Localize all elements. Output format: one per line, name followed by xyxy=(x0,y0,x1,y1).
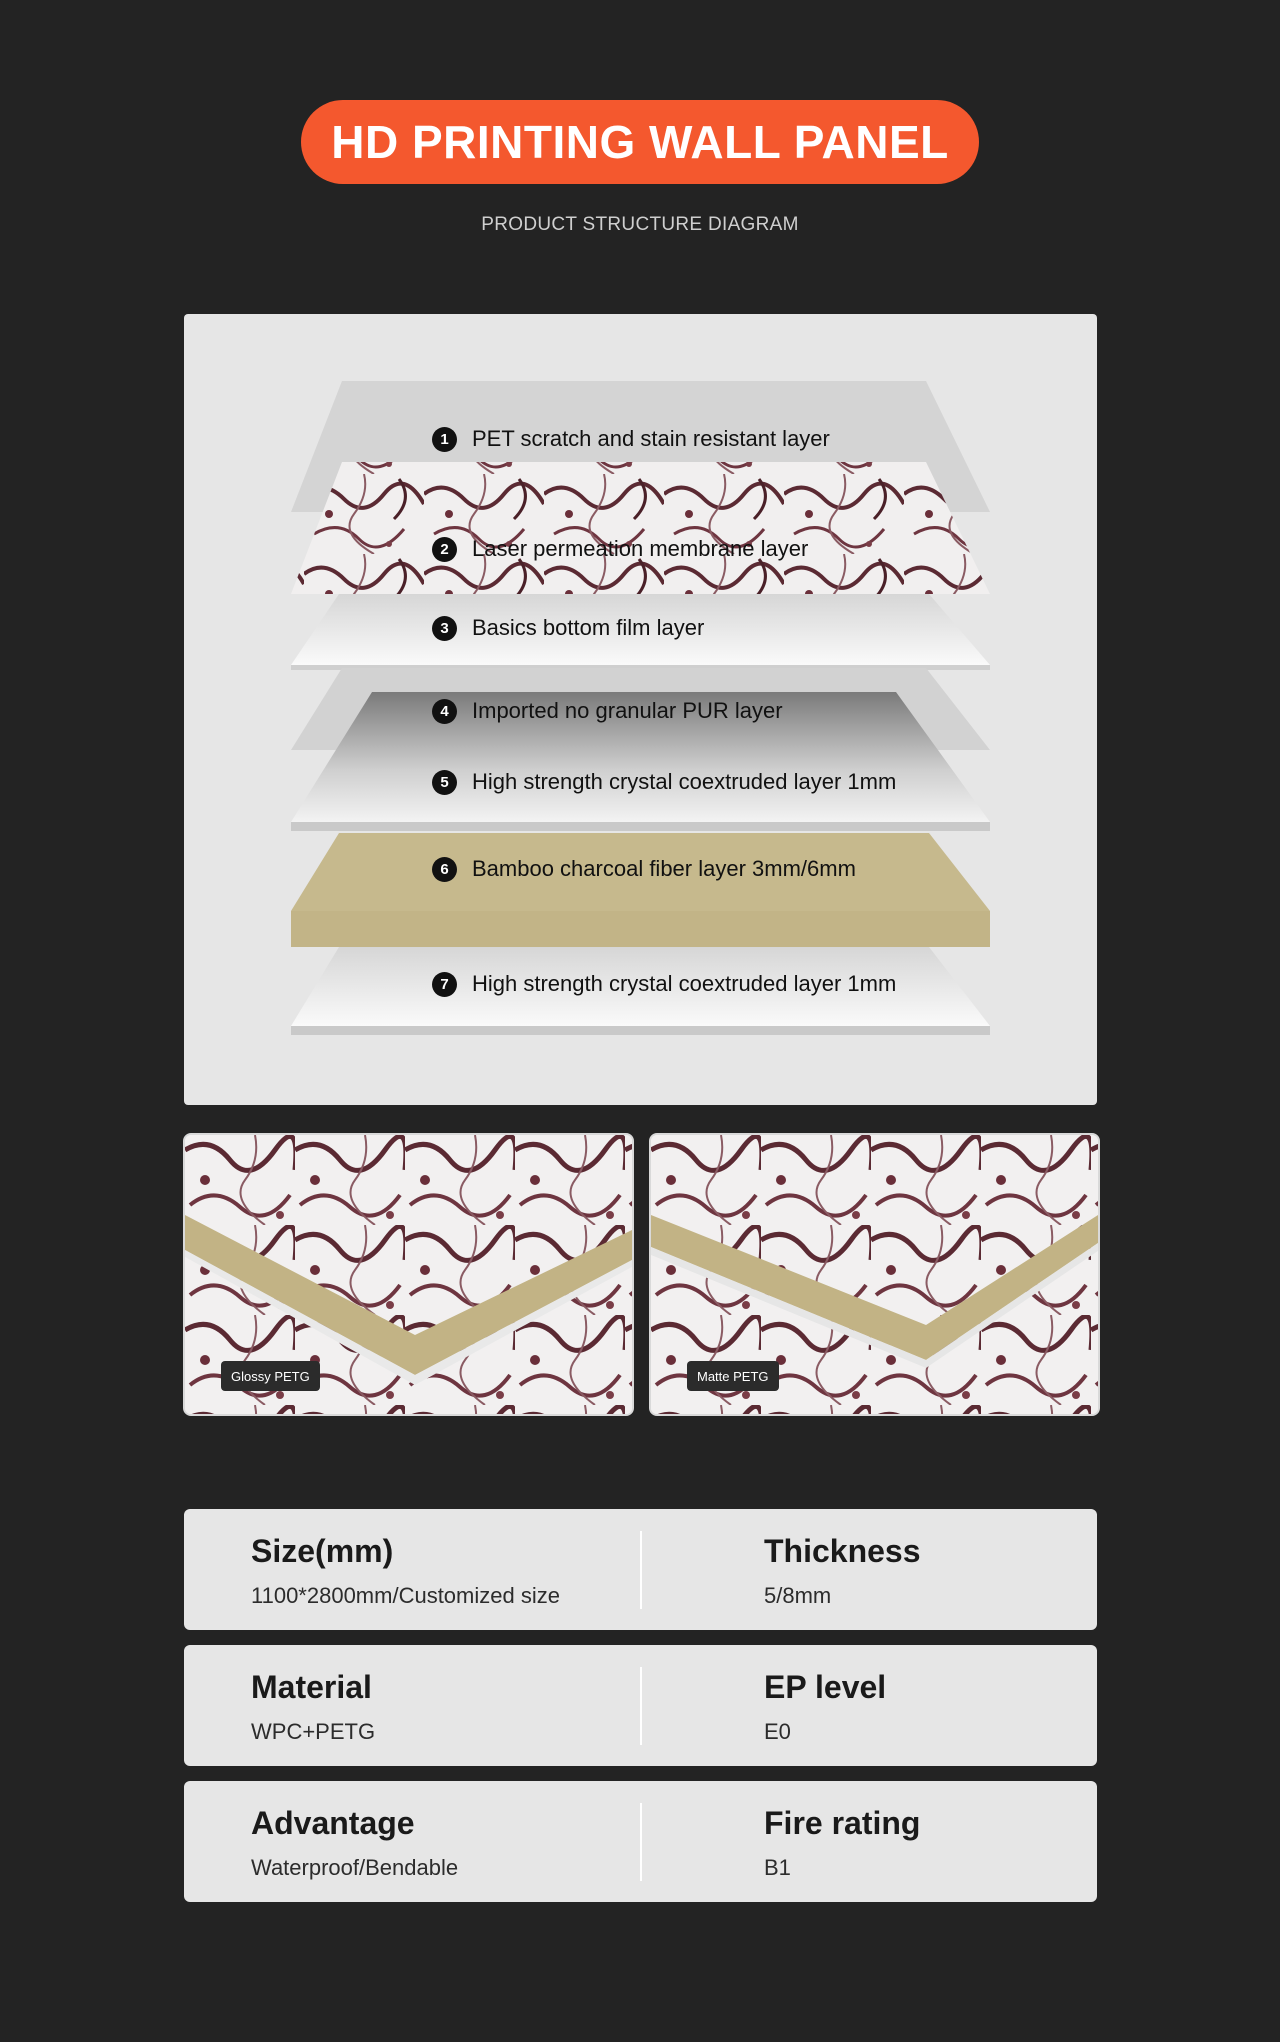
spec-material xyxy=(251,1667,375,1745)
spec-divider xyxy=(640,1667,642,1745)
layer-number-badge: 2 xyxy=(432,537,457,562)
page-subtitle: PRODUCT STRUCTURE DIAGRAM xyxy=(481,214,799,235)
sample-photo-glossy xyxy=(183,1133,634,1416)
layer-name: High strength crystal coextruded layer 1mm xyxy=(472,971,897,996)
layer-number-badge: 3 xyxy=(432,616,457,641)
spec-size xyxy=(251,1531,560,1609)
spec-row-size xyxy=(184,1509,1097,1630)
layer-label-6 xyxy=(432,856,856,882)
spec-row-advantage xyxy=(184,1781,1097,1902)
sample-photo-matte xyxy=(649,1133,1100,1416)
layer-number-badge: 5 xyxy=(432,770,457,795)
spec-value: WPC+PETG xyxy=(251,1719,376,1744)
spec-thickness xyxy=(764,1531,921,1609)
layer-number-badge: 4 xyxy=(432,699,457,724)
spec-title: Material xyxy=(251,1669,372,1705)
layer-number-badge: 1 xyxy=(432,427,457,452)
layer-name: Laser permeation membrane layer xyxy=(472,536,809,561)
page-title xyxy=(301,100,979,184)
spec-title: Thickness xyxy=(764,1533,921,1569)
layer-label-4 xyxy=(432,698,783,724)
spec-ep-level xyxy=(764,1667,886,1745)
spec-title: EP level xyxy=(764,1669,887,1705)
layer-label-3 xyxy=(432,615,704,641)
layer-name: Basics bottom film layer xyxy=(472,615,705,640)
structure-diagram xyxy=(184,314,1097,1105)
layer-number-badge: 7 xyxy=(432,972,457,997)
spec-divider xyxy=(640,1531,642,1609)
page-title-text: HD PRINTING WALL PANEL xyxy=(331,116,949,168)
spec-divider xyxy=(640,1803,642,1881)
spec-title: Fire rating xyxy=(764,1805,921,1841)
layer-name: Bamboo charcoal fiber layer 3mm/6mm xyxy=(472,856,856,881)
spec-fire-rating xyxy=(764,1803,920,1881)
layer-label-5 xyxy=(432,769,896,795)
spec-value: Waterproof/Bendable xyxy=(251,1855,459,1880)
spec-value: 1100*2800mm/Customized size xyxy=(251,1583,560,1608)
spec-row-material xyxy=(184,1645,1097,1766)
layer-label-2 xyxy=(432,536,808,562)
layer-number-badge: 6 xyxy=(432,857,457,882)
layer-name: PET scratch and stain resistant layer xyxy=(472,426,830,451)
spec-title: Advantage xyxy=(251,1805,415,1841)
sample-tag-matte: Matte PETG xyxy=(687,1361,779,1391)
layer-name: High strength crystal coextruded layer 1mm xyxy=(472,769,897,794)
spec-value: E0 xyxy=(764,1719,791,1744)
spec-advantage xyxy=(251,1803,458,1881)
spec-value: B1 xyxy=(764,1855,791,1880)
sample-tag-glossy: Glossy PETG xyxy=(221,1361,320,1391)
layer-label-1 xyxy=(432,426,830,452)
layer-label-7 xyxy=(432,971,896,997)
layer-name: Imported no granular PUR layer xyxy=(472,698,783,723)
spec-value: 5/8mm xyxy=(764,1583,832,1608)
spec-title: Size(mm) xyxy=(251,1533,394,1569)
